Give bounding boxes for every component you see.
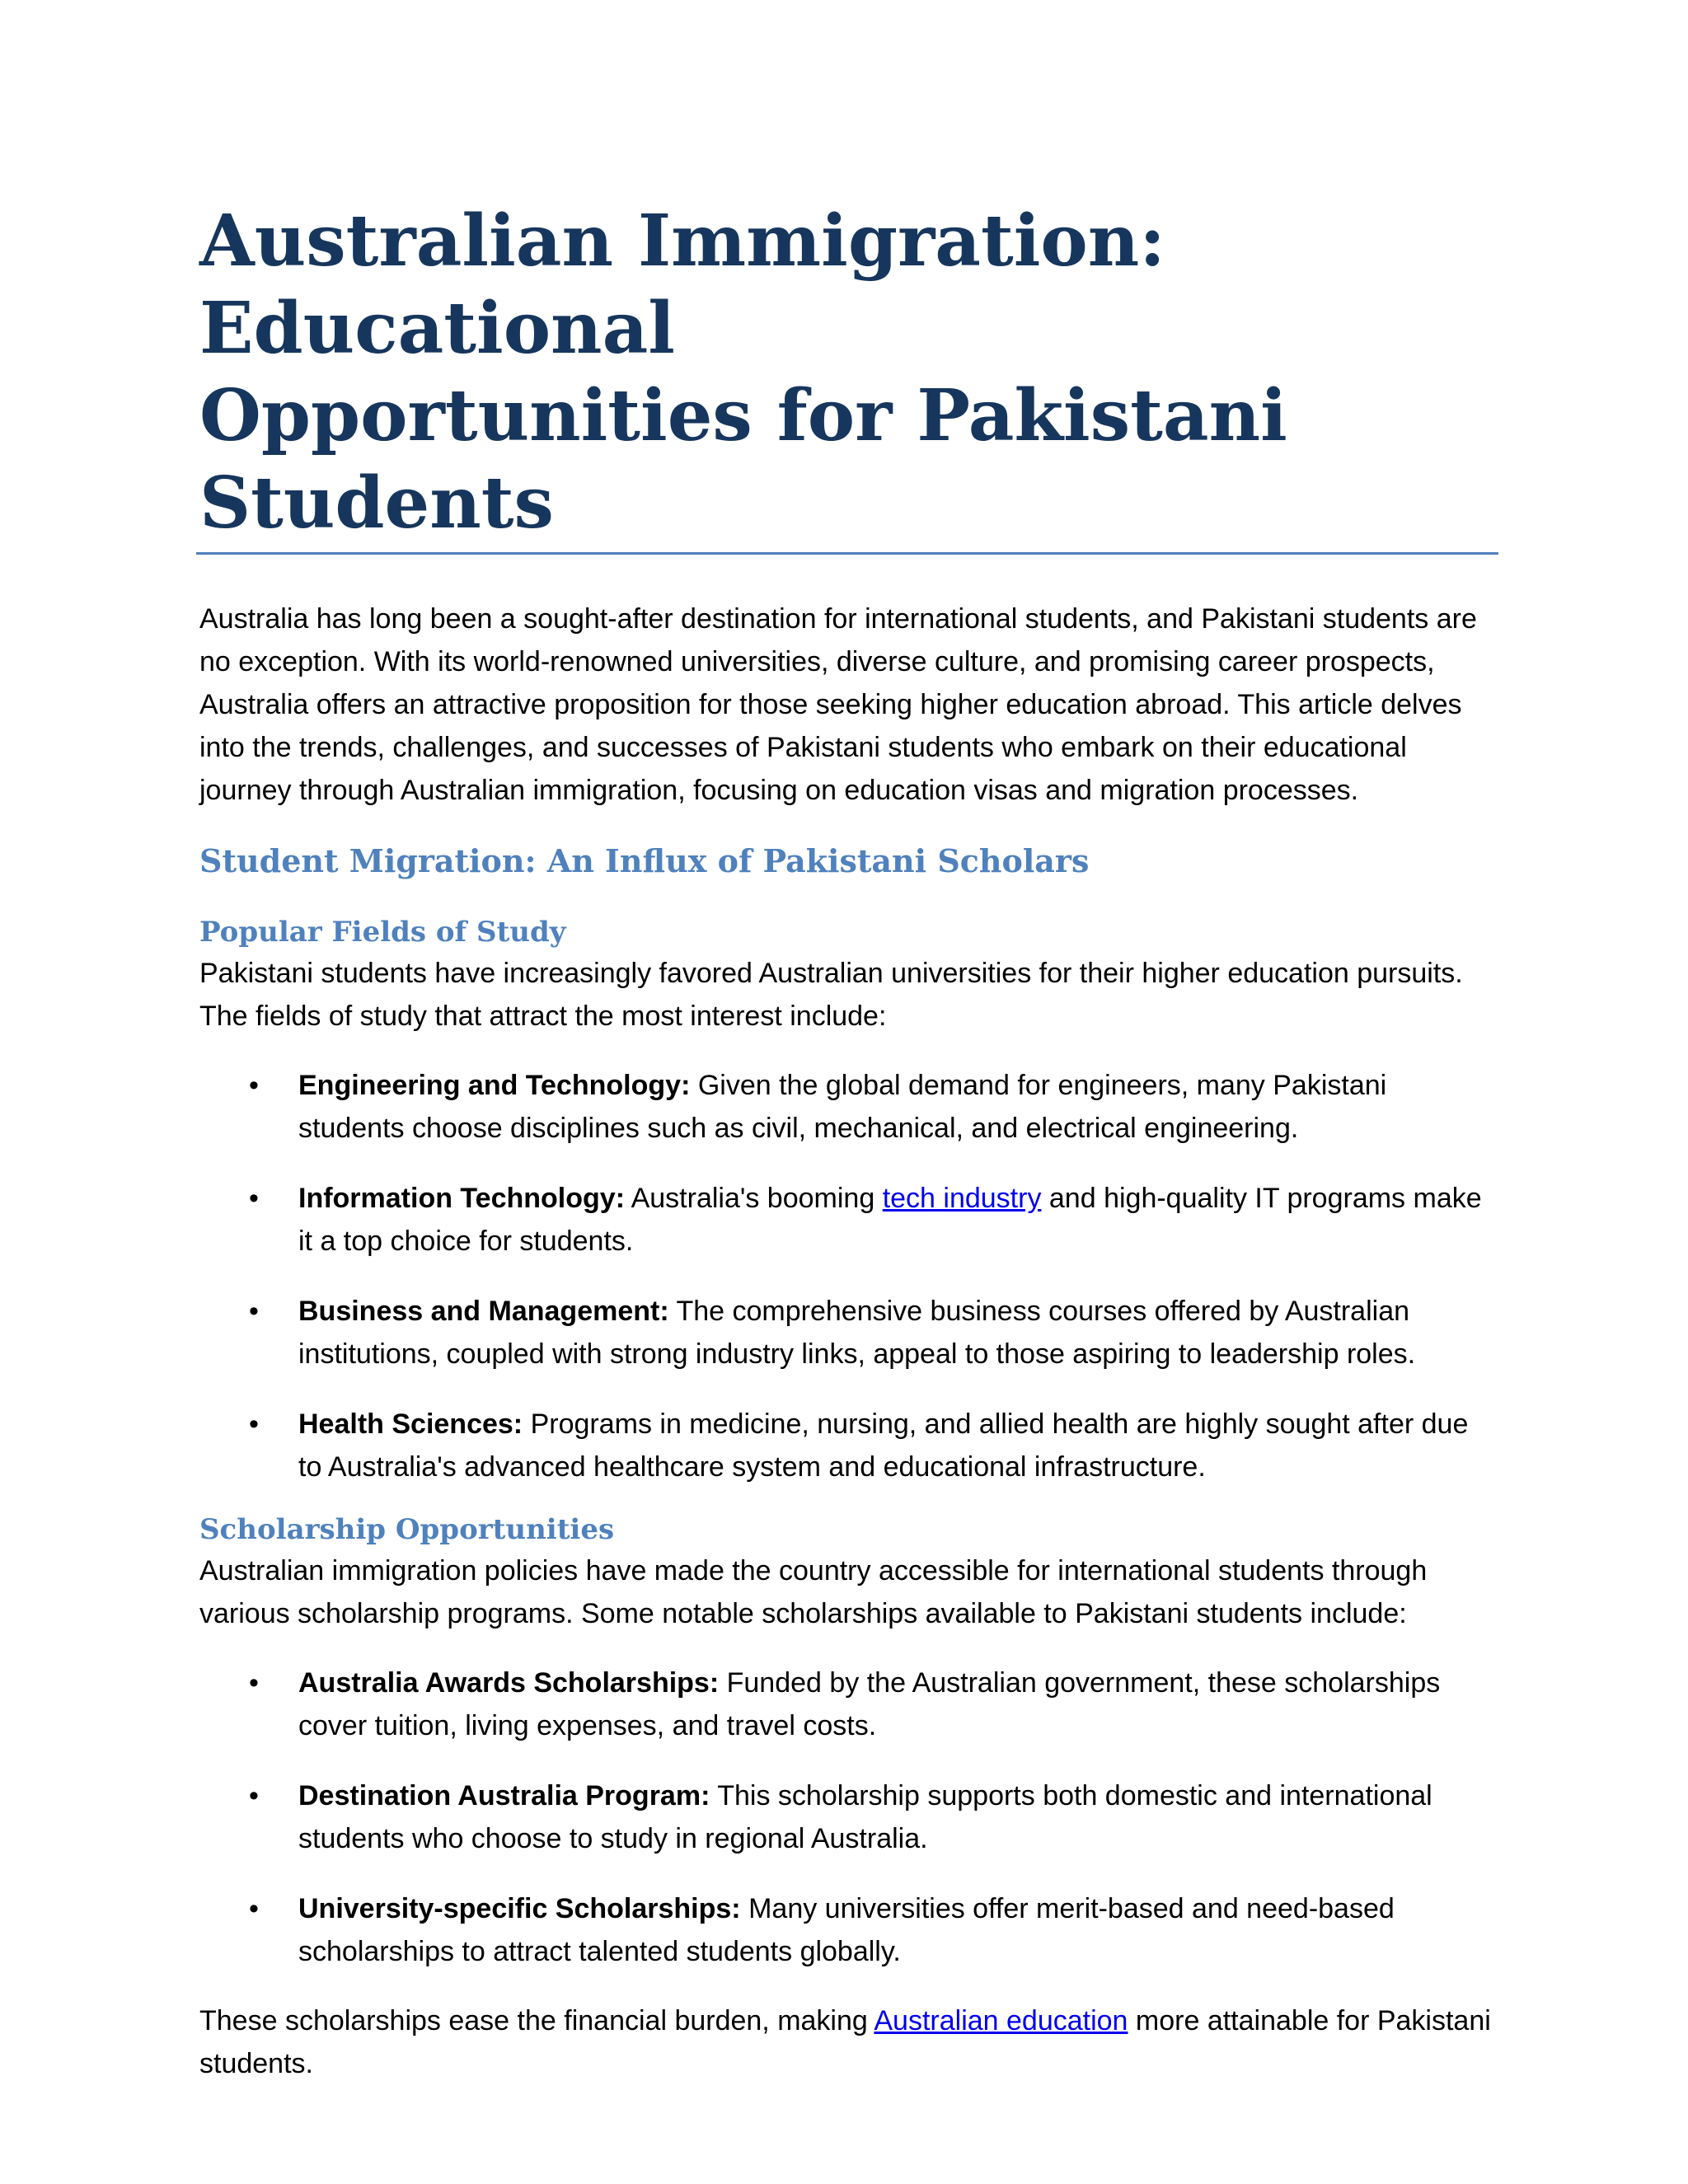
closing-paragraph: [199, 1999, 1495, 2085]
list-item: [199, 1290, 1495, 1376]
list-item: [199, 1661, 1495, 1747]
title-line-1: Australian Immigration: Educational: [199, 199, 1166, 370]
bullet-icon: •: [249, 1893, 259, 1924]
list-item: [199, 1774, 1495, 1860]
scholarships-list: [199, 1661, 1495, 1973]
tech-industry-link[interactable]: tech industry: [882, 1183, 1042, 1214]
bullet-icon: •: [249, 1070, 259, 1101]
bullet-icon: •: [249, 1780, 259, 1811]
list-item-text: Many universities offer merit-based and need-based scholarships to attract talented students globally.: [298, 1893, 1395, 1967]
closing-text: These scholarships ease the financial burden, making: [199, 2005, 874, 2036]
list-item-term: Australia Awards Scholarships:: [298, 1667, 720, 1699]
list-item-text: Funded by the Australian government, these scholarships cover tuition, living expenses, and travel costs.: [298, 1667, 1441, 1741]
list-item-text: Given the global demand for engineers, many Pakistani students choose disciplines such as civil, mechanical, and electrical engineering.: [298, 1070, 1387, 1144]
intro-paragraph: Australia has long been a sought-after destination for international students, and Pakistani students are no exception. With its world-renowned universities, diverse culture, and promising career prospects, Australia offers an attractive proposition for those seeking higher education abroad. This article delves into the trends, challenges, and successes of Pakistani students who embark on their educational journey through Australian immigration, focusing on education visas and migration processes.: [199, 603, 1477, 806]
list-item-term: Business and Management:: [298, 1296, 669, 1327]
bullet-icon: •: [249, 1183, 259, 1214]
document-content: [199, 198, 1495, 2085]
list-item-text: This scholarship supports both domestic and international students who choose to study in regional Australia.: [298, 1780, 1432, 1854]
section-heading-student-migration: Student Migration: An Influx of Pakistani Scholars: [199, 842, 1090, 879]
title-line-2: Opportunities for Pakistani Students: [199, 374, 1287, 545]
list-item-term: Information Technology:: [298, 1183, 626, 1214]
page-title: [199, 198, 1495, 547]
australian-education-link[interactable]: Australian education: [874, 2005, 1128, 2036]
bullet-icon: •: [249, 1408, 259, 1440]
list-item-text: and high-quality IT programs make it a top choice for students.: [298, 1183, 1482, 1257]
list-item-text: Programs in medicine, nursing, and allied health are highly sought after due to Australia's advanced healthcare system and educational infrastructure.: [298, 1408, 1469, 1483]
list-item-term: Engineering and Technology:: [298, 1070, 691, 1101]
list-item: [199, 1403, 1495, 1488]
title-underline-rule: [196, 552, 1498, 555]
fields-paragraph: Pakistani students have increasingly favored Australian universities for their higher education pursuits. The fields of study that attract the most interest include:: [199, 958, 1463, 1032]
list-item: [199, 1177, 1495, 1263]
list-item-term: University-specific Scholarships:: [298, 1893, 741, 1924]
fields-list: [199, 1064, 1495, 1488]
list-item: [199, 1064, 1495, 1150]
list-item-term: Health Sciences:: [298, 1408, 523, 1440]
closing-text: more attainable for Pakistani students.: [199, 2005, 1491, 2079]
list-item-term: Destination Australia Program:: [298, 1780, 710, 1811]
scholarships-paragraph: Australian immigration policies have made the country accessible for international students through various scholarship programs. Some notable scholarships available to Pakistani students include:: [199, 1555, 1428, 1629]
list-item-text: Australia's booming: [625, 1183, 883, 1214]
list-item: [199, 1887, 1495, 1973]
subheading-scholarship-opportunities: Scholarship Opportunities: [199, 1513, 615, 1546]
bullet-icon: •: [249, 1296, 259, 1327]
list-item-text: The comprehensive business courses offered by Australian institutions, coupled with strong industry links, appeal to those aspiring to leadership roles.: [298, 1296, 1416, 1370]
bullet-icon: •: [249, 1667, 259, 1699]
subheading-popular-fields: Popular Fields of Study: [199, 916, 566, 949]
